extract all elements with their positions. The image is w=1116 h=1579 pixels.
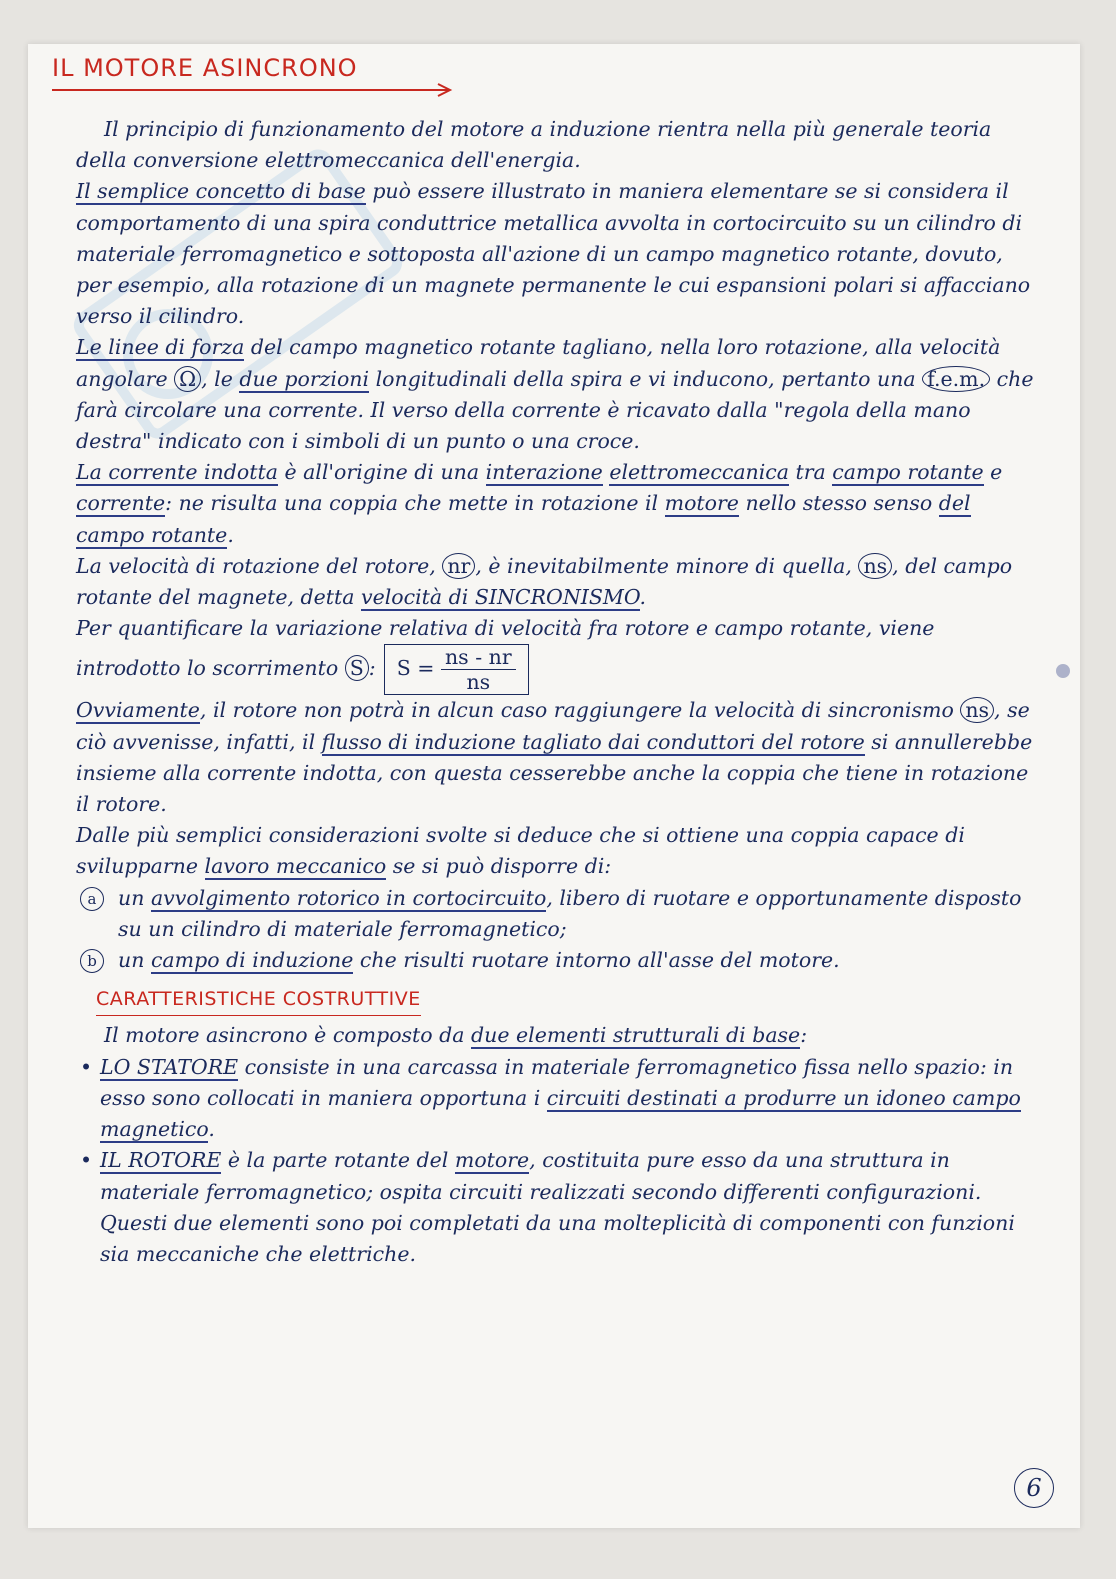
text: , costituita pure esso da una struttura in materiale ferromagnetico; ospita circuiti realizzati secondo differenti configurazioni. Questi due elementi sono poi completati da una molteplicità di componenti con funzioni sia meccaniche che elettriche. [100,1148,1015,1266]
paragraph-synchronism [76,695,1036,820]
text: . [208,1117,215,1142]
text: , del campo rotante del magnete, detta [76,553,1013,610]
text: si annullerebbe insieme alla corrente indotta, con questa cesserebbe anche la coppia che tiene in rotazione il rotore. [76,729,1033,817]
text: : [368,656,376,681]
underlined-text: corrente [76,491,166,516]
conditions-list [76,883,1036,977]
underlined-text: del campo rotante [76,491,971,547]
s-symbol: S [345,655,369,681]
text: può essere illustrato in maniera elementare se si considera il comportamento di una spira conduttrice metallica avvolta in cortocircuito su un cilindro di materiale ferromagnetico e sottoposta all'azione di un campo magnetico rotante, dovuto, per esempio, alla rotazione di un magnete permanente le cui espansioni polari si affacciano verso il cilindro. [76,179,1031,329]
text: consiste in una carcassa in materiale ferromagnetico fissa nello spazio: in esso sono collocati in maniera opportuna i [100,1054,1014,1110]
underlined-text: LO STATORE [100,1054,239,1079]
ns-symbol: ns [960,697,994,723]
paragraph-basic-concept [76,176,1036,332]
underlined-text: campo rotante [832,460,984,485]
text: del campo magnetico rotante tagliano, nella loro rotazione, alla velocità angolare [76,335,1001,391]
text: che farà circolare una corrente. Il verso della corrente è ricavato dalla "regola della mano destra" indicato con i simboli di un punto o una croce. [76,366,1034,454]
text: Il principio di funzionamento del motore a induzione rientra nella più generale teoria della conversione elettromeccanica dell'energia. [76,117,992,173]
text: longitudinali della spira e vi inducono, pertanto una [369,366,923,391]
formula-fraction [441,645,516,694]
text: : [800,1023,808,1048]
text: Dalle più semplici considerazioni svolte si deduce che si ottiene una coppia capace di svilupparne [76,823,965,879]
ns-symbol: ns [858,553,892,579]
text: . [639,585,647,610]
underlined-text: IL ROTORE [100,1148,222,1173]
text: , le [201,366,240,391]
arrow-icon [50,82,460,98]
paragraph-induced-current [76,457,1036,551]
underlined-text: Le linee di forza [76,335,245,360]
text: , il rotore non potrà in alcun caso raggiungere la velocità di sincronismo [199,698,961,723]
text: nello stesso senso [738,491,939,516]
fem-symbol: f.e.m. [922,366,990,392]
text: è all'origine di una [277,460,486,485]
list-item [76,1052,1036,1146]
underlined-text: motore [454,1148,530,1173]
underlined-text: Il semplice concetto di base [76,179,366,204]
text: , libero di ruotare e opportunamente disposto su un cilindro di materiale ferromagnetico; [118,885,1022,941]
text: che risulti ruotare intorno all'asse del motore. [353,948,840,973]
text: , se ciò avvenisse, infatti, il [76,698,1030,754]
paragraph-conditions [76,820,1036,882]
paragraph-slip [76,613,1036,695]
page-title: IL MOTORE ASINCRONO [52,54,358,82]
text: un [118,948,151,973]
omega-symbol: Ω [174,366,201,392]
slip-formula [384,644,529,695]
notes-body [76,114,1036,1270]
page-number: 6 [1014,1468,1054,1508]
underlined-text: avvolgimento rotorico in cortocircuito [150,885,547,910]
paragraph-components [76,1020,1036,1051]
underlined-text: La corrente indotta [76,460,278,485]
formula-denominator: ns [466,670,491,695]
list-item [76,945,1036,976]
underlined-text: flusso di induzione tagliato dai conduttori del rotore [321,729,865,754]
paragraph-intro [76,114,1036,176]
components-list [76,1052,1036,1270]
text: e [983,460,1003,485]
list-marker: b [80,949,104,973]
underlined-text: due porzioni [239,366,370,391]
section-heading: CARATTERISTICHE COSTRUTTIVE [96,984,421,1016]
underlined-text: due elementi strutturali di base [471,1023,801,1048]
list-item [76,883,1036,945]
text: : ne risulta una coppia che mette in rotazione il [165,491,665,516]
text: se si può disporre di: [386,854,612,879]
text: è la parte rotante del [221,1148,455,1173]
underlined-text: lavoro meccanico [204,854,387,879]
formula-lhs: S = [396,656,435,681]
formula-numerator: ns - nr [441,645,516,670]
paragraph-field-lines [76,332,1036,457]
paragraph-rotation-speed [76,551,1036,613]
text: Per quantificare la variazione relativa di velocità fra rotore e campo rotante, viene introdotto lo scorrimento [76,616,935,681]
text: tra [789,460,833,485]
binder-hole [1056,664,1070,678]
text: La velocità di rotazione del rotore, [76,553,443,578]
underlined-text: circuiti destinati a produrre un idoneo campo magnetico [100,1085,1021,1142]
text: , è inevitabilmente minore di quella, [475,553,859,578]
text: . [227,522,234,547]
underlined-text: interazione [485,460,603,485]
underlined-text: velocità di SINCRONISMO [361,585,640,610]
list-marker: a [80,887,104,911]
text: un [118,885,151,910]
nr-symbol: nr [442,553,475,579]
list-item [76,1145,1036,1270]
underlined-text: Ovviamente [76,698,200,723]
underlined-text: elettromeccanica [609,460,789,485]
underlined-text: campo di induzione [150,948,354,973]
text: Il motore asincrono è composto da [104,1023,472,1048]
underlined-text: motore [664,491,739,516]
notebook-page [28,44,1080,1528]
